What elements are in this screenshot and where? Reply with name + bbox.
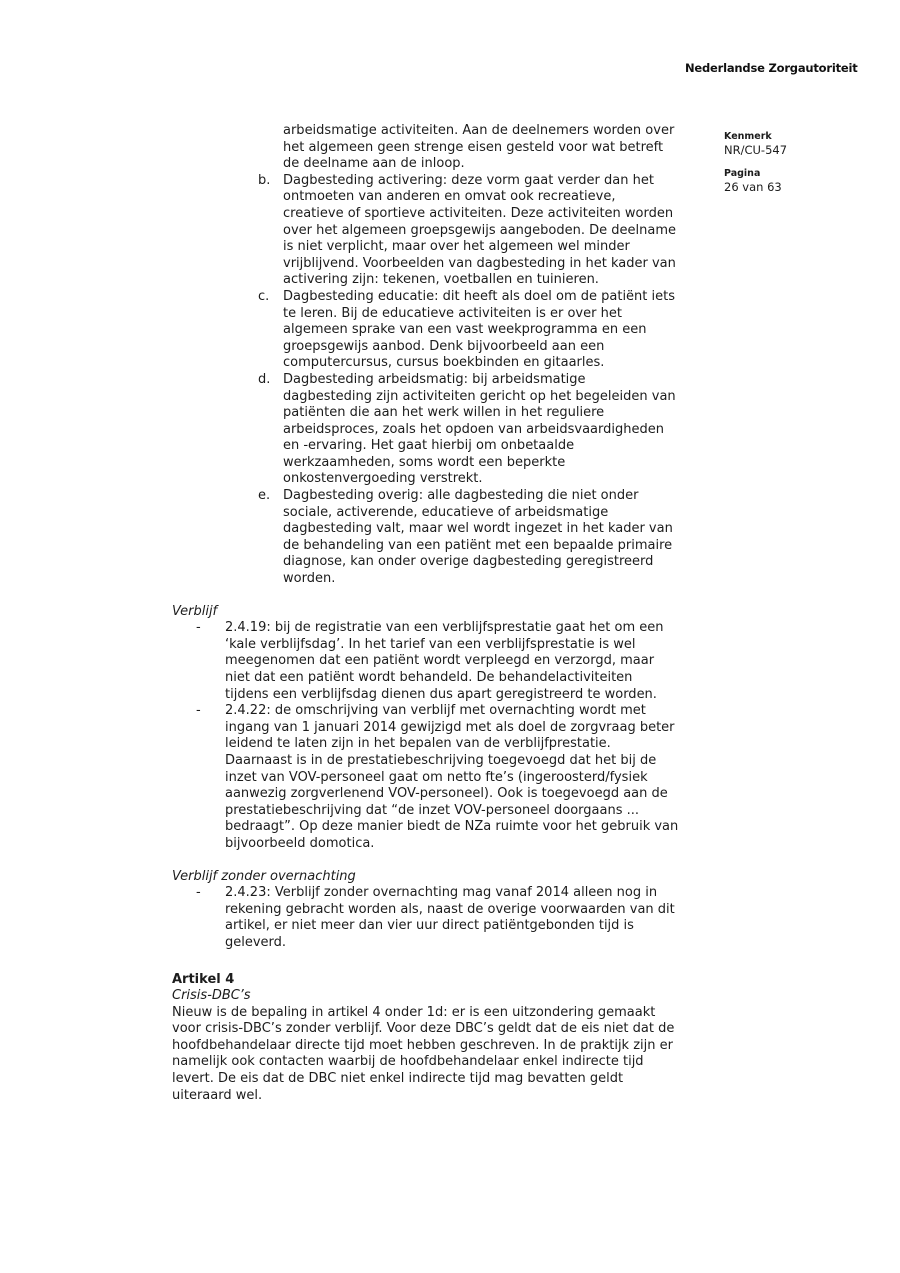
dash-marker: - [196, 620, 201, 636]
paragraph-continuation: arbeidsmatige activiteiten. Aan de deelnemers worden over het algemeen geen strenge eisen gesteld voor wat betreft de deelname aan de inloop. [283, 123, 675, 172]
list-item-text: Dagbesteding educatie: dit heeft als doel om de patiënt iets te leren. Bij de educatieve activiteiten is er over het algemeen sprake van een vast weekprogramma en een groepsgewijs aanbod. Denk bijvoorbeeld aan een computercursus, cursus boekbinden en gitaarles. [283, 288, 675, 371]
kenmerk-block [724, 130, 864, 158]
dagbesteding-list [172, 173, 682, 588]
list-item [172, 488, 682, 588]
pagina-label: Pagina [724, 168, 761, 179]
section-heading-verblijf-zonder-overnachting: Verblijf zonder overnachting [172, 868, 356, 884]
section-subheading-crisis-dbcs: Crisis-DBC’s [172, 988, 251, 1004]
list-marker: c. [258, 288, 270, 304]
list-item-text: 2.4.19: bij de registratie van een verblijfsprestatie gaat het om een ‘kale verblijfsdag’. In het tarief van een verblijfsprestatie is wel meegenomen dat een patiënt wordt verpleegd en verzorgd, maar niet dat een patiënt wordt behandeld. De behandelactiviteiten tijdens een verblijfsdag dienen dus apart geregistreerd te worden. [225, 620, 664, 702]
body-text [172, 123, 682, 1104]
kenmerk-value: NR/CU-547 [724, 143, 788, 157]
pagina-value: 26 van 63 [724, 180, 782, 194]
page-meta [724, 130, 864, 195]
list-marker: b. [258, 172, 271, 188]
kenmerk-label: Kenmerk [724, 131, 772, 142]
section-heading-verblijf: Verblijf [172, 603, 218, 619]
verblijf-zonder-list [172, 885, 682, 951]
list-item [172, 289, 682, 372]
list-item [172, 372, 682, 488]
list-item [172, 703, 682, 852]
list-item [172, 173, 682, 289]
paragraph-artikel-4: Nieuw is de bepaling in artikel 4 onder 1d: er is een uitzondering gemaakt voor crisis-DBC’s zonder verblijf. Voor deze DBC’s geldt dat de eis niet dat de hoofdbehandelaar directe tijd moet hebben geschreven. In de praktijk zijn er namelijk ook contacten waarbij de hoofdbehandelaar enkel indirecte tijd levert. De eis dat de DBC niet enkel indirecte tijd mag bevatten geldt uiteraard wel. [172, 1004, 675, 1103]
dash-marker: - [196, 703, 201, 719]
list-item-text: Dagbesteding overig: alle dagbesteding die niet onder sociale, activerende, educatieve of arbeidsmatige dagbesteding valt, maar wel wordt ingezet in het kader van de behandeling van een patiënt met een bepaalde primaire diagnose, kan onder overige dagbesteding geregistreerd worden. [283, 488, 673, 587]
list-item-text: Dagbesteding arbeidsmatig: bij arbeidsmatige dagbesteding zijn activiteiten gericht op het begeleiden van patiënten die aan het werk willen in het reguliere arbeidsproces, zoals het opdoen van arbeidsvaardigheden en -ervaring. Het gaat hierbij om onbetaalde werkzaamheden, soms wordt een beperkte onkostenvergoeding verstrekt. [283, 371, 676, 487]
list-item-text: 2.4.22: de omschrijving van verblijf met overnachting wordt met ingang van 1 januari 2014 gewijzigd met als doel de zorgvraag beter leidend te laten zijn in het bepalen van de verblijfprestatie. Daarnaast is in de prestatiebeschrijving toegevoegd dat het bij de inzet van VOV-personeel gaat om netto fte’s (ingeroosterd/fysiek aanwezig zorgverlenend VOV-personeel). Ook is toegevoegd aan de prestatiebeschrijving dat “de inzet VOV-personeel doorgaans ... bedraagt”. Op deze manier biedt de NZa ruimte voor het gebruik van bijvoorbeeld domotica. [225, 703, 679, 851]
list-item-text: 2.4.23: Verblijf zonder overnachting mag vanaf 2014 alleen nog in rekening gebracht worden als, naast de overige voorwaarden van dit artikel, er niet meer dan vier uur direct patiëntgebonden tijd is geleverd. [225, 885, 675, 950]
list-marker: d. [258, 371, 271, 387]
list-item [172, 885, 682, 951]
list-item-text: Dagbesteding activering: deze vorm gaat verder dan het ontmoeten van anderen en omvat ook recreatieve, creatieve of sportieve activiteiten. Deze activiteiten worden over het algemeen groepsgewijs aangeboden. De deelname is niet verplicht, maar over het algemeen wel minder vrijblijvend. Voorbeelden van dagbesteding in het kader van activering zijn: tekenen, voetballen en tuinieren. [283, 172, 676, 288]
verblijf-list [172, 620, 682, 852]
nza-wordmark: Nederlandse Zorgautoriteit [685, 61, 858, 75]
dash-marker: - [196, 885, 201, 901]
list-marker: e. [258, 488, 271, 504]
list-item [172, 620, 682, 703]
pagina-block [724, 167, 864, 195]
section-heading-artikel-4: Artikel 4 [172, 971, 235, 987]
